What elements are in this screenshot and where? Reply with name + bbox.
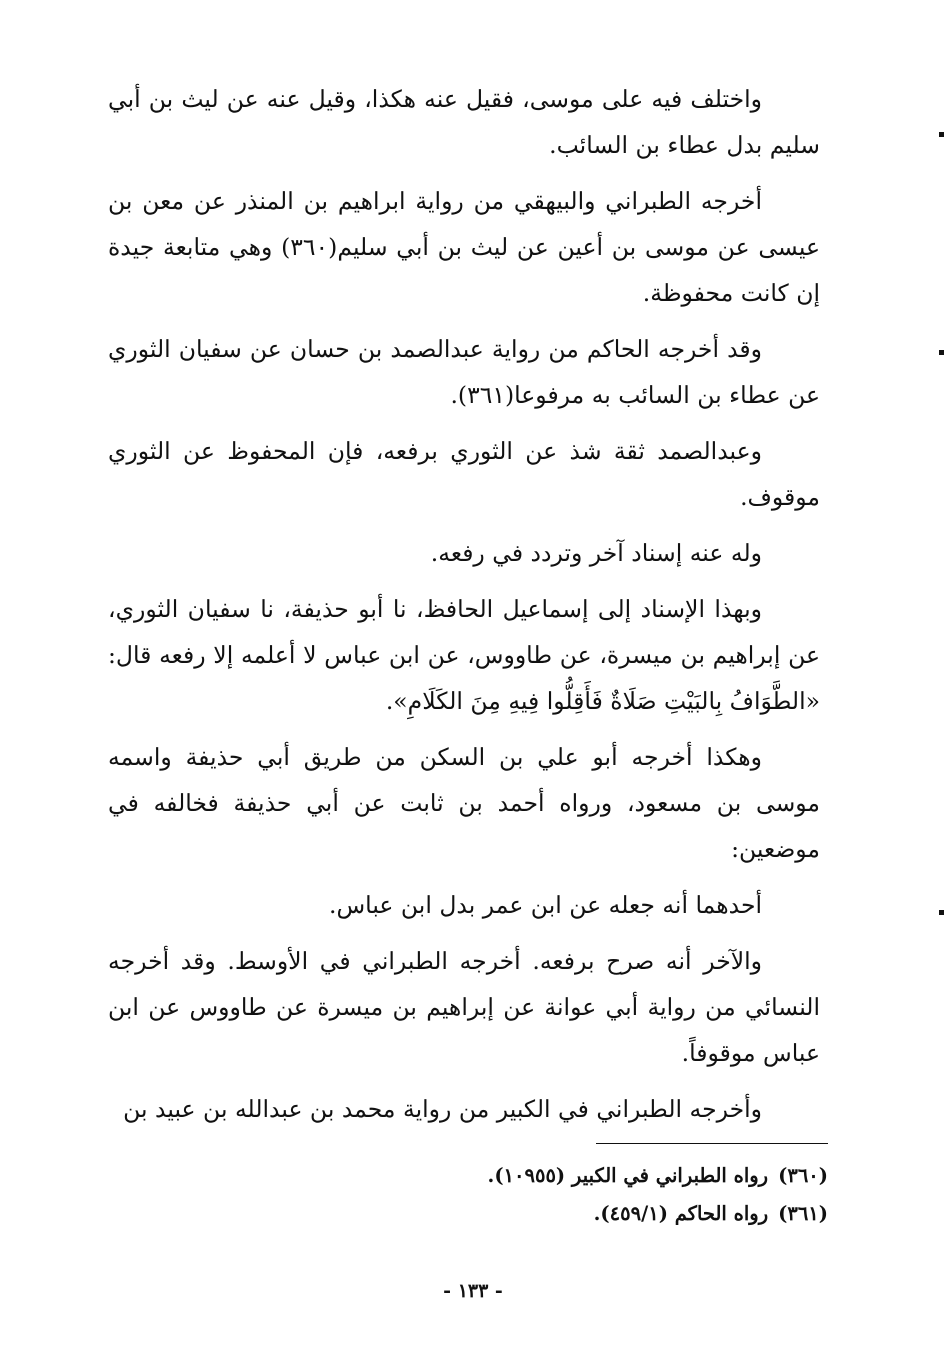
paragraph-1: واختلف فيه على موسى، فقيل عنه هكذا، وقيل عنه عن ليث بن أبي سليم بدل عطاء بن السائب. (108, 85, 820, 159)
footnote-361 (128, 1195, 828, 1233)
footnote-360 (128, 1157, 828, 1195)
paragraph-2: أخرجه الطبراني والبيهقي من رواية ابراهيم بن المنذر عن معن بن عيسى عن موسى بن أعين عن ليث بن أبي سليم(٣٦٠) وهي متابعة جيدة إن كانت محفوظة. (108, 187, 820, 307)
footnotes (128, 1157, 828, 1233)
paragraph-4: وعبدالصمد ثقة شذ عن الثوري برفعه، فإن المحفوظ عن الثوري موقوف. (108, 437, 820, 511)
paragraph-7: وهكذا أخرجه أبو علي بن السكن من طريق أبي حذيفة واسمه موسى بن مسعود، ورواه أحمد بن ثابت عن أبي حذيفة فخالفه في موضعين: (108, 743, 820, 863)
footnote-number: (٣٦٠) (778, 1164, 828, 1187)
footnote-number: (٣٦١) (778, 1202, 828, 1225)
paragraph-3: وقد أخرجه الحاكم من رواية عبدالصمد بن حسان عن سفيان الثوري عن عطاء بن السائب به مرفوعا(٣٦١). (108, 335, 820, 409)
footnote-text: رواه الحاكم (٤٥٩/١). (593, 1202, 769, 1225)
paragraph-6: وبهذا الإسناد إلى إسماعيل الحافظ، نا أبو حذيفة، نا سفيان الثوري، عن إبراهيم بن ميسرة، عن طاووس، عن ابن عباس لا أعلمه إلا رفعه قال: «الطَّوَافُ بِالبَيْتِ صَلَاةٌ فَأَقِلُّوا فِيهِ مِنَ الكَلَامِ». (108, 595, 820, 715)
paragraph-10: وأخرجه الطبراني في الكبير من رواية محمد بن عبدالله بن عبيد بن (123, 1095, 762, 1123)
scan-mark (939, 910, 944, 915)
paragraph-8: أحدهما أنه جعله عن ابن عمر بدل ابن عباس. (329, 891, 762, 919)
paragraph-9: والآخر أنه صرح برفعه. أخرجه الطبراني في الأوسط. وقد أخرجه النسائي من رواية أبي عوانة عن إبراهيم بن ميسرة عن طاووس عن ابن عباس موقوفاً. (108, 947, 820, 1067)
paragraph-5: وله عنه إسناد آخر وتردد في رفعه. (430, 539, 762, 567)
footnote-text: رواه الطبراني في الكبير (١٠٩٥٥). (487, 1164, 769, 1187)
scan-mark (939, 132, 944, 137)
scan-mark (939, 350, 944, 355)
footnote-divider (596, 1143, 828, 1144)
page-number: - ١٣٣ - (443, 1280, 503, 1302)
main-text (108, 76, 820, 1142)
